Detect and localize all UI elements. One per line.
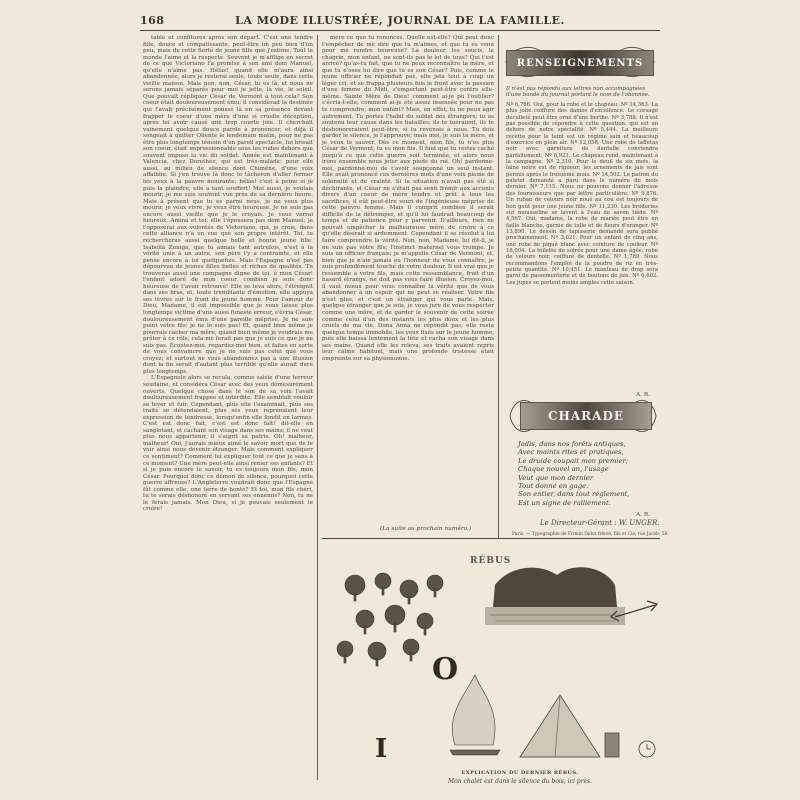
- continued-note: (La suite au prochain numéro.): [380, 526, 472, 532]
- story-paragraph: mère ce que tu renonces. Quelle est-elle? Qui peut donc t'empêcher de me dire que tu m'aimes, et que tu es venu pour me rendre heureuse? La douleur, les soucis, le chagrin, mon enfant, ne sont-ils pas le lot de tous? Qui t'est arrivé? qu'as-tu fait, que tu ne peux reconnaître ta mère, et que tu n'oses lui dire que tu es son César? Puis, comme le jeune officier ne répondait pas, elle jeta tout à coup un léger cri, et se frappa plusieurs fois le front avec la passion d'une femme du Midi, s'emportant peut-être contre elle-même. Sainte Mère de Dieu! comment ai-je pu l'oublier? s'écria-t-elle; comment ai-je été assez insensée pour ne pas te comprendre, mon enfant? Mais, en effet, tu ne peux agir autrement. Tu portes l'habit du soldat des étrangers; tu as soutenu leur cause dans les batailles; ils te tueraient, ils te déshonoreraient peut-être, si tu revenais à nous. Tu dois garder le silence, je l'approuve; mais moi, je suis ta mère, et je veux te sauver. Dès ce moment, mon fils, tu n'es plus César de Vermont, tu es mon fils. Il faut que tu restes caché jusqu'à ce que cette guerre soit terminée, et alors nous irons ensemble nous jeter aux pieds du roi. Oh! pardonne-moi, pardonne-moi de t'avoir soupçonné un seul instant. Elle avait prononcé ces dernières mots d'une voix pleine de solennité et de crainte. Si la situation n'avait pas été si déchirante, et César ne s'était pas senti frémir aux accents divers d'un coeur de mère tendre et prêt à tous les sacrifices, il eût peut-être souri de l'ingénieuse méprise de cette pauvre femme. Mais il comprit combien il serait difficile de la détromper, et qu'il lui faudrait beaucoup de temps et de patience pour y parvenir. D'ailleurs, rien ne pouvait empêcher la malheureuse mère de croire à ce qu'elle désirait si ardemment. Cependant il se résolut à lui faire comprendre la vérité. Non, non, Madame, lui dit-il, je ne suis pas votre fils; l'instinct maternel vous trompe. Je suis un officier français; je m'appelle César de Vermont, et, bien que je n'aie jamais eu l'honneur de vous connaître, je suis profondément touché de votre douleur. Il est vrai que je ressemble à votre fils, mais cette ressemblance, fruit d'un hasard étrange, ne doit pas vous faire illusion. Croyez-moi, il vaut mieux pour vous connaître la vérité que de vous abandonner à un espoir qui ne peut se réaliser. Votre fils n'est plus, et c'est un étranger qui vous parle. Mais, quelque étranger que je sois, je vous jure de vous respecter comme une mère, et de garder le souvenir de cette soirée comme celui d'un des instants les plus doux et les plus cruels de ma vie. Dona Anna ne répondit pas; elle resta quelque temps immobile, les yeux fixés sur le jeune homme, puis elle baissa lentement la tête et cacha son visage dans ses mains. Quand elle les releva, ses traits avaient repris leur calme habituel, mais une profonde tristesse était empreinte sur sa physionomie.: [322, 35, 494, 362]
- column-separator: [317, 35, 318, 780]
- story-column-1: [143, 35, 313, 780]
- story-column-2: [322, 35, 494, 521]
- charade-line: Est un signe de ralliement.: [518, 498, 611, 507]
- journal-title: LA MODE ILLUSTRÉE, JOURNAL DE LA FAMILLE.: [235, 14, 565, 27]
- renseignements-title: RENSEIGNEMENTS: [506, 50, 654, 76]
- story-paragraph: L'Espagnole alors se recula, comme saisie d'une terreur soudaine, et considéra César avec des yeux démesurément ouverts. Quelque chose dans le son de sa voix l'avait douloureusement frappée et interdite. Elle semblait vouloir se lever et fuir. Cependant, plus elle l'examinait, plus ses traits se détendaient, plus ses yeux reprenaient leur expression de tendresse, lorsqu'enfin elle fondit en larmes. C'est est donc fait, c'est est donc fait! dit-elle en sanglotant, et cachant son visage dans ses mains; il ne veut plus nous appartenir, il s'aigrit sa patrie. Oh! malheur, malheur! Oui, j'aurais mieux aimé le savoir mort que de le voir ainsi nous devenir étranger. Mais comment expliquer ce sentiment? Comment lui expliquer tout ce que je sens à ce moment? Une mère peut-elle ainsi renier ses enfants? Et si je puis encore le savoir, tu es toujours mon fils, mon César. Pourquoi donc ce démon de silence, pourquoi cette guerre affreuse? L'Angleterre voudrait donc que l'Espagne fût comme elle, une terre de honte? Et toi, mon fils chéri, tu te serais déshonoré en servant ses ennemis? Non, tu ne le ferais jamais. Mon Dieu, si je pouvais seulement le croire!: [143, 375, 313, 513]
- column-separator: [498, 35, 499, 538]
- charade-line: Jadis, dans nos forêts antiques,: [518, 440, 626, 448]
- charade-line: Tout donné en gage.: [518, 482, 589, 491]
- rebus-title: RÉBUS: [470, 556, 512, 566]
- charade-line: Chaque nouvel an, l'usage: [518, 465, 609, 474]
- printer-line: Paris. — Typographie de Firmin Didot frères, fils et Cie, rue Jacob, 56.: [512, 532, 669, 537]
- section-rule: [322, 538, 660, 539]
- charade-title: CHARADE: [520, 402, 652, 430]
- charade-signature: A. R.: [636, 512, 651, 518]
- header-rule: [140, 30, 660, 31]
- rebus-caption-title: EXPLICATION DU DERNIER RÉBUS.: [461, 770, 579, 776]
- story-paragraph: table et confitures après son départ. C'est une tendre fille, douce et compatissante, peut-être un peu bien d'un peu, mais de cette fierté de jeune fille que j'estime. Tout le monde l'aime et la respecte. Souvent je m'afflige en secret de ce que Victoriano l'a promise à son ami dom Manuel, qu'elle n'aime pas. Hélas! quand elle m'aura ainsi abandonnée, alors je resterai seule, toute seule, dans cette vieille maison. Mais non, non, César, tu es là, et nous ne serons jamais séparés pour moi je jette, là vie, le soleil. Que pouvait répliquer César de Vermont à tout cela? Son coeur était douloureusement ému; il considérait la destinée qui l'avait précisément poussé là en sa présence devant frapper le coeur d'une mère d'une si cruelle déception, après lui avoir causé une trop courte joie. Il cherchait vainement quelque douce parole à prononcer, et déjà il songeait à quitter Oliente le lendemain matin, pour ne pas être plus longtemps témoin d'un pareil spectacle, lui brisait son coeur, était impressionnable sous les rudes dehors que souvent impose la vie du soldat. Année est maintenant à Valencia, chez Dorothée, qui est très-malade; pour elle aussi, au milieu de silence dont Chimène, d'une voix affaiblie. Si j'en trouve là donc le tâcheron d'aller fermer les yeux à la pauvre mourante; hélas! c'est à peine si je puis la plaindre, elle a tant souffert! Moi aussi, je voulais mourir, je me suis souvent vue près de sa dernière heure. Mais à présent que tu es parmi nous, je ne veux plus mourir, je veux vivre, je veux être heureuse. Je ne suis pas encore aussi vieille que je le croyais. Je vous verrai heureux, Amina et toi; elle t'épousera pas dom Manuel; je l'opposerai aux volontés de Victoriano, qui, je crois, dans cette alliance n'a en vue que son propre intérêt. Toi, tu rechercheras aussi quelque belle et bonne jeune fille. Isabella Zuniga, que tu aimais tant autrefois, n'est à la vérité unie à un autre, son père l'y a contrainte, et elle pense encore à toi quelquefois. Mais l'Espagne n'est pas dépourvue de jeunes filles belles et riches de qualités. Tu trouveras aussi une compagne digne de toi, ô mon César! l'enfant adoré de mon coeur, combien je suis donc heureuse de t'avoir retrouvé! Elle se leva alors, l'étreignit dans ses bras, et, toute tremblante d'émotion, elle appuya ses lèvres sur le front du jeune homme. Pour l'amour de Dieu, Madame, il est impossible que je vous laisse plus longtemps victime d'une aussi funeste erreur, s'écria César, douloureusement ému d'une pareille méprise. Je ne suis point votre fils; je ne le suis pas! Et, quand bien même je pourrais cacher ma mère, quand bien même je voudrais me prêter à ce rôle, cela me ferait pas que je suis ce que je ne suis pas. Écoutez-moi, regardez-moi bien, et faites en sorte de vous convaincre que je ne suis pas celui que vous croyez; et surtout ne vous abandonnez pas à une illusion dont la fin serait d'autant plus terrible qu'elle aurait duré plus longtemps.: [143, 35, 313, 375]
- renseignements-intro: Il n'est pas répondu aux lettres non accompagnées d'une bande du journal portant le nom de l'abonnée.: [506, 86, 650, 99]
- rebus-illustration: [325, 545, 660, 765]
- rebus-letter-o: O: [432, 652, 459, 687]
- charade-line: Veut que mon dernier: [518, 473, 594, 482]
- rebus-letter-i: I: [375, 734, 388, 764]
- renseignements-body: Nº 6,766. Oui, pour la robe et le chapeau. Nº 14,363. La plus jolie coiffure des dames d'excellence. Le corsage décolleté peut être orné d'une berthe. Nº 3,788. Il n'est pas possible de répondre à cette question, qui est en dehors de notre spécialité. Nº 5,444. La meilleure recette pour le teint est un régime sain et beaucoup d'exercice en plein air. Nº 12,058. Une robe de taffetas noir avec garniture de dentelle conviendra parfaitement. Nº 8,921. Le chapeau rond, maintenant à la campagne. Nº 2,310. Pour le deuil de six mois, la laine noire est de rigueur; les ornements de jais sont permis après le troisième mois. Nº 14,502. Le patron du paletot demandé a paru dans le numéro du mois dernier. Nº 7,115. Nous ne pouvons donner l'adresse des fournisseurs que par lettre particulière. Nº 9,876. Un ruban de velours noir noué au cou est toujours de bon goût pour une jeune fille. Nº 11,230. Les broderies sur mousseline se lavent à l'eau de savon tiède. Nº 4,567. Oui, madame, la robe de mariée peut être en faille blanche, garnie de tulle et de fleurs d'oranger. Nº 13,890. Le dessin de tapisserie demandé sera publié prochainement. Nº 3,021. Pour un enfant de cinq ans, une robe de piqué blanc avec ceinture de couleur. Nº 16,004. La toilette de soirée pour une dame âgée: robe de velours noir, coiffure de dentelle. Nº 1,789. Nous recommandons l'emploi de la poudre de riz en très-petite quantité. Nº 10,451. Le manteau de drap sera garni de passementerie et de boutons de jais. Nº 6,602. Les jupes se portent moins amples cette saison.: [506, 102, 658, 286]
- charade-line: Le druide coupait mon premier;: [518, 456, 629, 465]
- charade-line: Avec maints rites et pratiques,: [518, 448, 624, 457]
- page-header: [140, 14, 660, 30]
- rebus-caption-text: Mon chalet est dans le silence du bois, ici près.: [447, 778, 593, 785]
- charade-poem: [518, 440, 678, 507]
- charade-line: Son entier, dans tout réglement,: [518, 490, 630, 499]
- renseignements-signature: A. R.: [636, 392, 651, 398]
- director-line: Le Directeur-Gérant : W. UNGER.: [540, 519, 660, 527]
- page-number: 168: [140, 14, 165, 27]
